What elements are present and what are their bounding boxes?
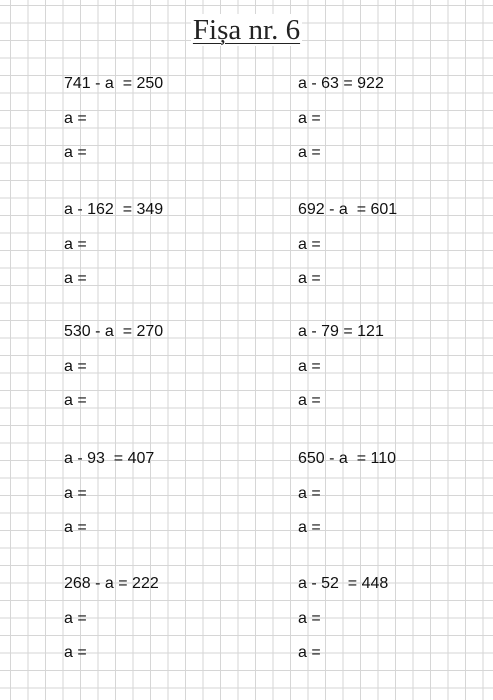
answer-line: a = <box>64 110 87 127</box>
answer-line: a = <box>298 236 321 253</box>
equation: a - 79 = 121 <box>298 323 384 340</box>
answer-line: a = <box>64 144 87 161</box>
answer-line: a = <box>298 270 321 287</box>
answer-line: a = <box>64 236 87 253</box>
answer-line: a = <box>298 392 321 409</box>
equation: 268 - a = 222 <box>64 575 159 592</box>
answer-line: a = <box>64 392 87 409</box>
equation: 692 - a = 601 <box>298 201 398 218</box>
answer-line: a = <box>298 485 321 502</box>
answer-line: a = <box>298 519 321 536</box>
equation: 650 - a = 110 <box>298 450 396 467</box>
equation: 741 - a = 250 <box>64 75 164 92</box>
answer-line: a = <box>64 644 87 661</box>
answer-line: a = <box>298 610 321 627</box>
equation: a - 93 = 407 <box>64 450 155 467</box>
answer-line: a = <box>298 358 321 375</box>
answer-line: a = <box>64 610 87 627</box>
answer-line: a = <box>64 519 87 536</box>
answer-line: a = <box>298 644 321 661</box>
answer-line: a = <box>298 110 321 127</box>
equation: 530 - a = 270 <box>64 323 164 340</box>
answer-line: a = <box>64 270 87 287</box>
answer-line: a = <box>64 485 87 502</box>
worksheet-title: Fișa nr. 6 <box>192 14 301 46</box>
equation: a - 63 = 922 <box>298 75 384 92</box>
equation: a - 52 = 448 <box>298 575 389 592</box>
equation: a - 162 = 349 <box>64 201 164 218</box>
answer-line: a = <box>298 144 321 161</box>
answer-line: a = <box>64 358 87 375</box>
